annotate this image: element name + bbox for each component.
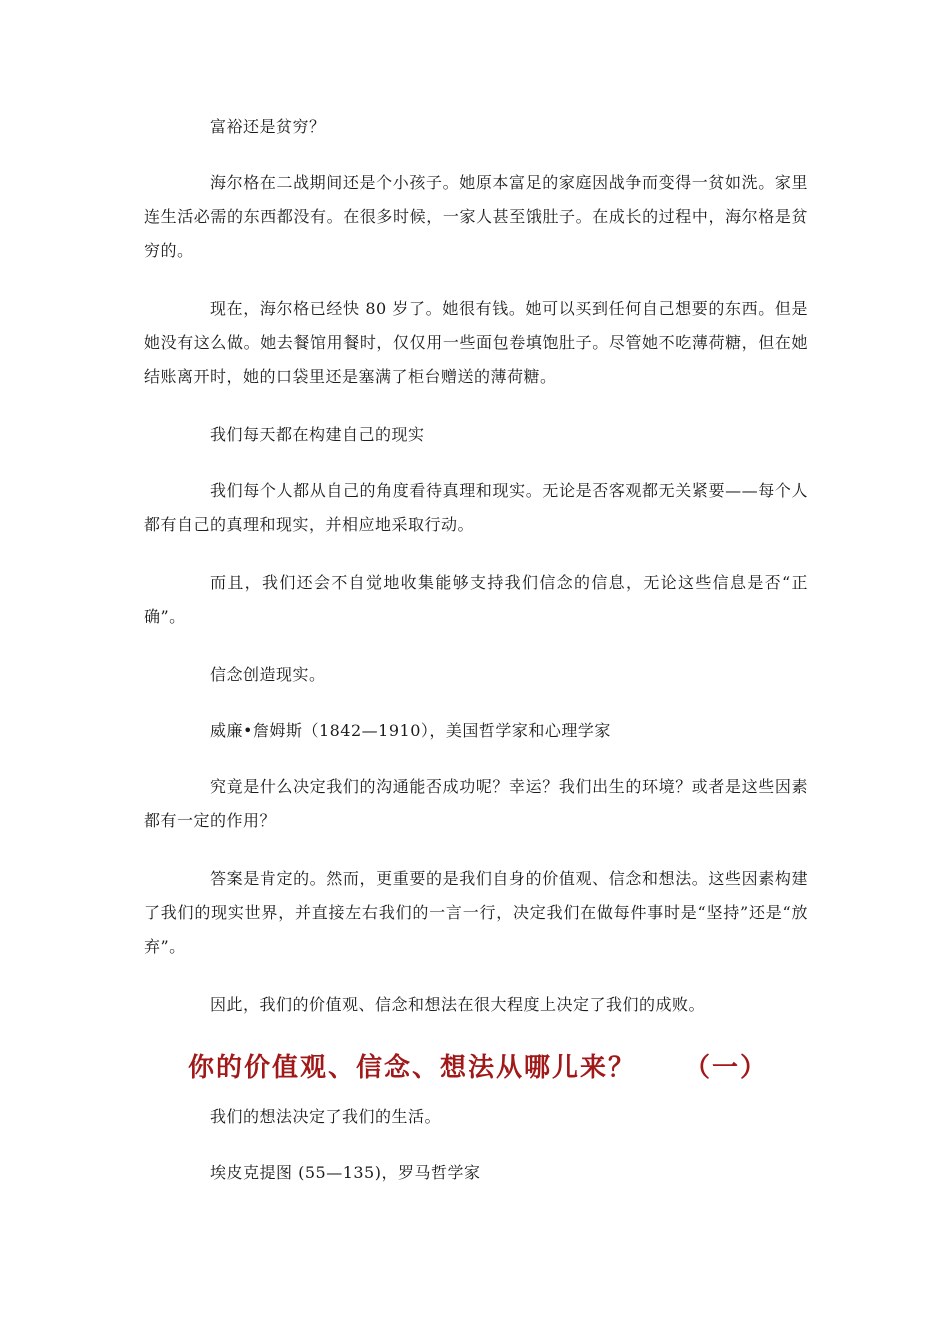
paragraph-what-decides-success: 究竟是什么决定我们的沟通能否成功呢？幸运？我们出生的环境？或者是这些因素都有一定的作用？	[144, 777, 808, 830]
paragraph-build-reality: 我们每天都在构建自己的现实	[210, 425, 425, 444]
paragraph-collect-information: 而且，我们还会不自觉地收集能够支持我们信念的信息，无论这些信息是否“正确”。	[144, 573, 808, 626]
section-heading-part: （一）	[684, 1053, 769, 1083]
quote-thoughts-decide-life: 我们的想法决定了我们的生活。	[210, 1107, 442, 1126]
paragraph-helga-childhood: 海尔格在二战期间还是个小孩子。她原本富足的家庭因战争而变得一贫如洗。家里连生活必需的东西都没有。在很多时候，一家人甚至饿肚子。在成长的过程中，海尔格是贫穷的。	[144, 173, 808, 260]
quote-belief-creates-reality: 信念创造现实。	[210, 665, 326, 684]
quote-attribution-william-james: 威廉•詹姆斯（1842—1910），美国哲学家和心理学家	[210, 721, 611, 740]
paragraph-rich-or-poor: 富裕还是贫穷？	[210, 117, 326, 136]
paragraph-truth-and-reality: 我们每个人都从自己的角度看待真理和现实。无论是否客观都无关紧要——每个人都有自己的真理和现实，并相应地采取行动。	[144, 481, 808, 534]
paragraph-conclusion: 因此，我们的价值观、信念和想法在很大程度上决定了我们的成败。	[210, 995, 706, 1014]
section-heading-title: 你的价值观、信念、想法从哪儿来？	[188, 1053, 637, 1083]
paragraph-answer: 答案是肯定的。然而，更重要的是我们自身的价值观、信念和想法。这些因素构建了我们的现实世界，并直接左右我们的一言一行，决定我们在做每件事时是“坚持”还是“放弃”。	[144, 869, 808, 956]
quote-attribution-epictetus: 埃皮克提图 (55—135)，罗马哲学家	[210, 1163, 481, 1182]
paragraph-helga-now: 现在，海尔格已经快 80 岁了。她很有钱。她可以买到任何自己想要的东西。但是她没有这么做。她去餐馆用餐时，仅仅用一些面包卷填饱肚子。尽管她不吃薄荷糖，但在她结账离开时，她的口袋里还是塞满了柜台赠送的薄荷糖。	[144, 299, 808, 386]
section-heading	[188, 1048, 808, 1088]
